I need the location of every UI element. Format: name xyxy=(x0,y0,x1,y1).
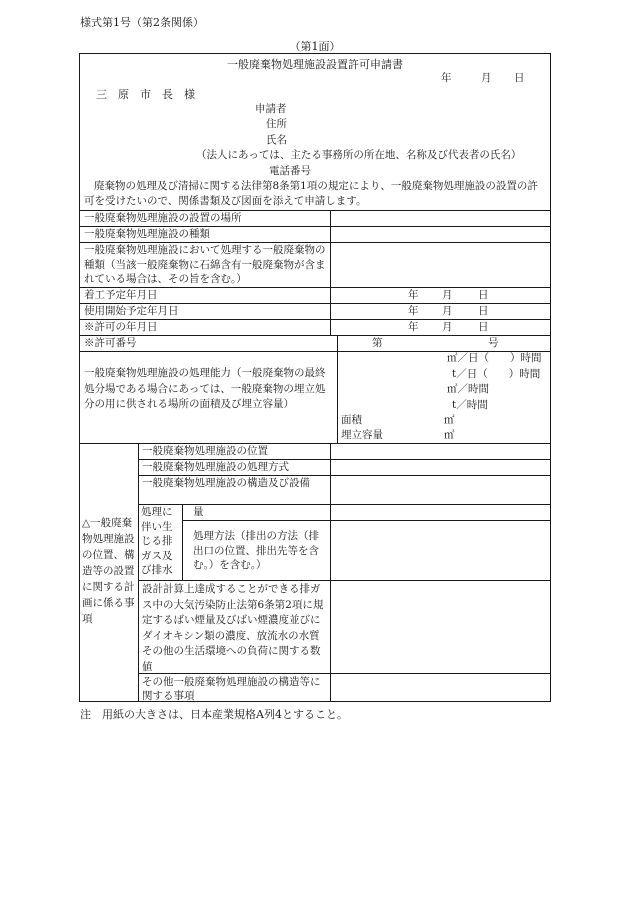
row-line xyxy=(138,504,551,505)
paper-size-note: 注 用紙の大きさは、日本産業規格A列4とすること。 xyxy=(80,708,348,721)
capacity-label: 一般廃棄物処理施設の処理能力（一般廃棄物の最終処分場である場合にあっては、一般廃棄物の埋立処分の用に供される場所の面積及び埋立容量） xyxy=(84,367,326,410)
volume-label: 埋立容量 xyxy=(341,429,383,441)
row-line xyxy=(138,459,551,460)
row-line xyxy=(80,319,551,320)
column-line xyxy=(182,504,183,580)
applicant-name-label: 氏名 xyxy=(266,134,287,146)
plan-method-label: 一般廃棄物処理施設の処理方式 xyxy=(142,461,289,473)
header-date-month: 月 xyxy=(481,72,492,84)
header-date-day: 日 xyxy=(514,72,525,84)
permit-day: 日 xyxy=(478,321,489,333)
plan-position-label: 一般廃棄物処理施設の位置 xyxy=(142,445,268,457)
plan-section-label: △一般廃棄物処理施設の位置、構造等の設置に関する計画に係る事項 xyxy=(82,517,135,625)
use-start-month: 月 xyxy=(442,305,453,317)
design-values-label: 設計計算上達成することができる排ガス中の大気汚染防止法第6条第2項に規定するばい煙量及びばい煙濃度並びにダイオキシン類の濃度、放流水の水質その他の生活環境への負荷に関する数値 xyxy=(142,583,324,673)
applicant-address-label: 住所 xyxy=(266,118,287,130)
corporate-note: （法人にあっては、主たる事務所の所在地、名称及び代表者の氏名） xyxy=(196,149,522,161)
page-label: （第1面） xyxy=(289,40,341,53)
construction-year: 年 xyxy=(408,289,419,301)
capacity-t-per-day: t／日（ ）時間 xyxy=(452,368,541,380)
permit-number-suffix: 号 xyxy=(488,337,499,349)
column-line xyxy=(138,443,139,702)
location-label: 一般廃棄物処理施設の設置の場所 xyxy=(84,212,242,224)
exhaust-amount-label: 量 xyxy=(193,506,204,518)
area-unit: ㎡ xyxy=(444,414,455,426)
row-line xyxy=(182,520,551,521)
capacity-m3-per-hour: ㎥／時間 xyxy=(447,383,489,395)
column-line xyxy=(330,443,331,702)
use-start-year: 年 xyxy=(408,305,419,317)
table-top-line xyxy=(80,210,551,211)
construction-day: 日 xyxy=(478,289,489,301)
phone-label: 電話番号 xyxy=(269,165,311,177)
capacity-m3-per-day: ㎥／日（ ）時間 xyxy=(447,352,542,364)
permit-number-label: ※許可番号 xyxy=(84,337,137,349)
permit-number-prefix: 第 xyxy=(372,337,383,349)
row-line xyxy=(80,443,551,444)
volume-unit: ㎥ xyxy=(444,429,455,441)
row-line xyxy=(80,226,551,227)
exhaust-treatment-label: 処理方法（排出の方法（排出口の位置、排出先等を含む。）を含む。） xyxy=(193,530,319,571)
header-date-year: 年 xyxy=(441,72,452,84)
application-statement: 廃棄物の処理及び清掃に関する法律第8条第1項の規定により、一般廃棄物処理施設の設置の許可を受けたいので、関係書類及び図面を添えて申請します。 xyxy=(84,180,538,207)
row-line xyxy=(80,287,551,288)
area-label: 面積 xyxy=(341,414,362,426)
use-start-day: 日 xyxy=(478,305,489,317)
document-title: 一般廃棄物処理施設設置許可申請書 xyxy=(227,58,403,71)
addressee: 三原市長様 xyxy=(96,88,206,101)
row-line xyxy=(80,335,551,336)
exhaust-label: 処理に伴い生じる排ガス及び排水 xyxy=(141,506,173,576)
permit-date-label: ※許可の年月日 xyxy=(84,321,158,333)
facility-type-label: 一般廃棄物処理施設の種類 xyxy=(84,228,210,240)
use-start-label: 使用開始予定年月日 xyxy=(84,305,179,317)
form-number: 様式第1号（第2条関係） xyxy=(80,16,204,29)
capacity-t-per-hour: t／時間 xyxy=(452,399,488,411)
column-line xyxy=(337,335,338,443)
applicant-label: 申請者 xyxy=(255,103,287,115)
construction-month: 月 xyxy=(442,289,453,301)
row-line xyxy=(80,303,551,304)
column-line xyxy=(330,210,331,335)
construction-start-label: 着工予定年月日 xyxy=(84,289,158,301)
waste-type-label: 一般廃棄物処理施設において処理する一般廃棄物の種類（当該一般廃棄物に石綿含有一般廃棄物が含まれている場合は、その旨を含む。） xyxy=(84,244,326,285)
permit-month: 月 xyxy=(442,321,453,333)
plan-structure-label: 一般廃棄物処理施設の構造及び設備 xyxy=(142,477,310,489)
permit-year: 年 xyxy=(408,321,419,333)
other-matters-label: その他一般廃棄物処理施設の構造等に関する事項 xyxy=(142,676,321,702)
row-line xyxy=(138,580,551,581)
